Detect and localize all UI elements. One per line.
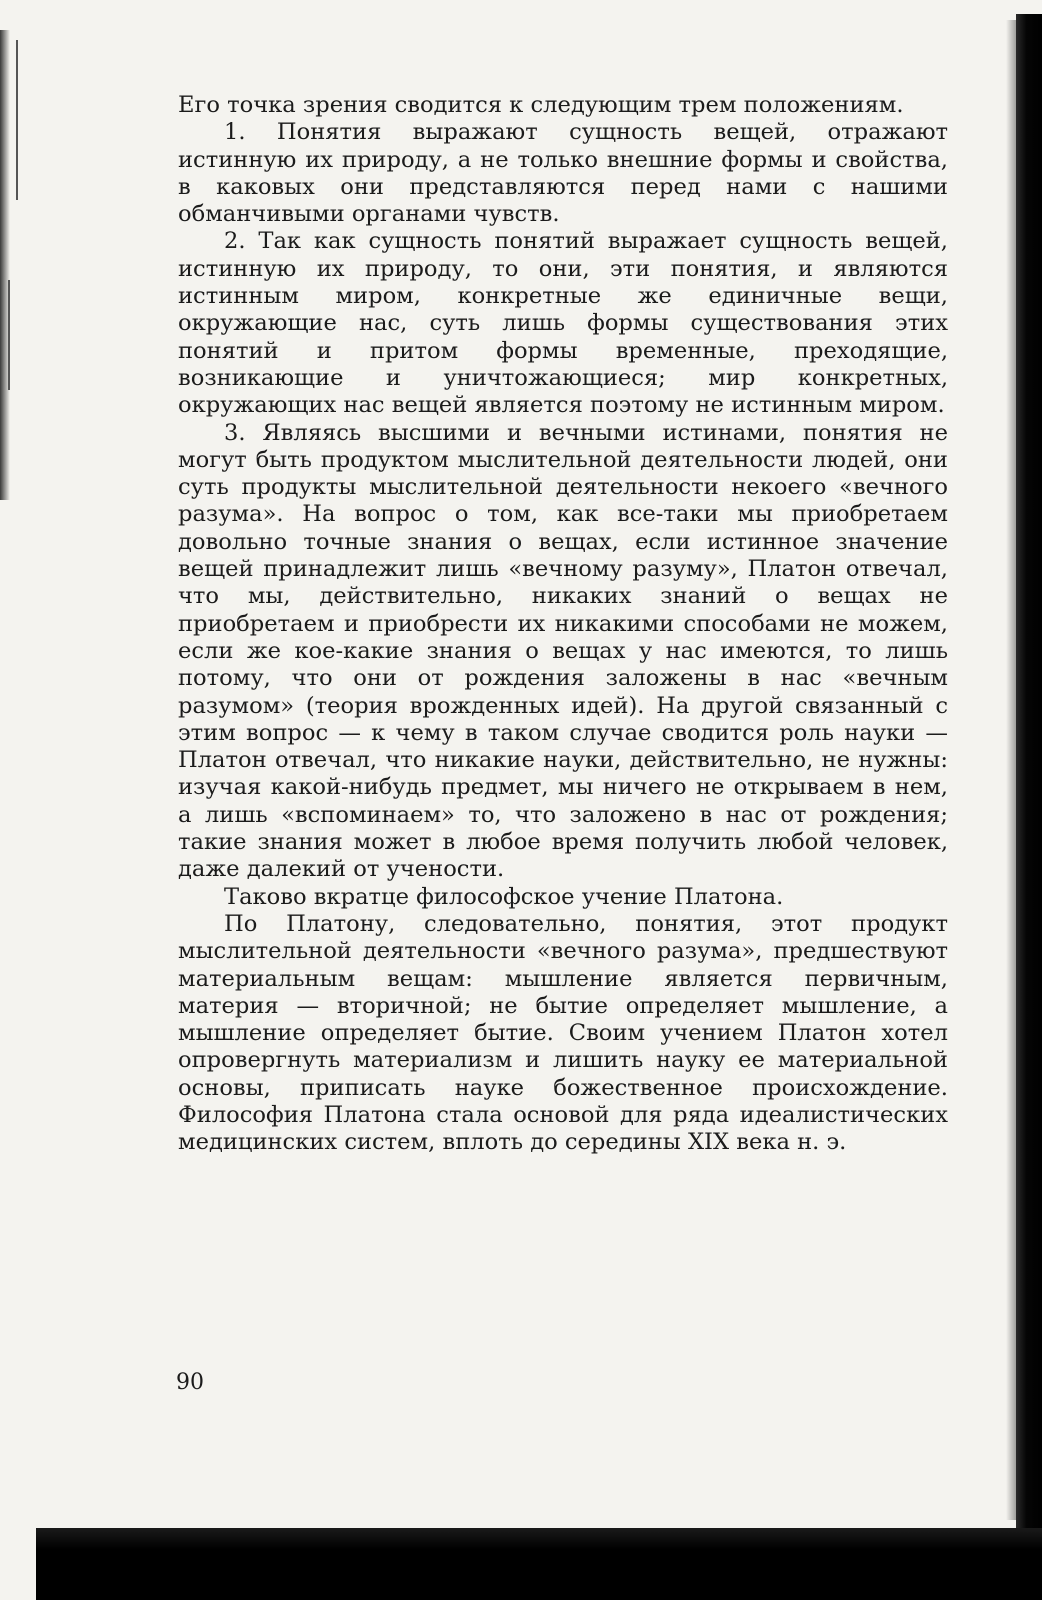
paragraph-summary: Таково вкратце философское учение Платона.: [224, 883, 784, 910]
scan-bottom-edge: [36, 1528, 1042, 1600]
paragraph-conclusion: По Платону, следовательно, понятия, этот продукт мыслительной деятельности «вечного разума», предшествуют материальным вещам: мышление является первичным, материя — вторичной; не бытие определяет мышление, а мышление определяет бытие. Своим учением Платон хотел опровергнуть материализм и лишить науку ее материальной основы, приписать науке божественное происхождение. Философия Платона стала основой для ряда идеалистических медицинских систем, вплоть до середины XIX века н. э.: [178, 910, 948, 1156]
paragraph-point-3: 3. Являясь высшими и вечными истинами, понятия не могут быть продуктом мыслительной деятельности людей, они суть продукты мыслительной деятельности некоего «вечного разума». На вопрос о том, как все-таки мы приобретаем довольно точные знания о вещах, если истинное значение вещей принадлежит лишь «вечному разуму», Платон отвечал, что мы, действительно, никаких знаний о вещах не приобретаем и приобрести их никакими способами не можем, если же кое-какие знания о вещах у нас имеются, то лишь потому, что они от рождения заложены в нас «вечным разумом» (теория врожденных идей). На другой связанный с этим вопрос — к чему в таком случае сводится роль науки — Платон отвечал, что никакие науки, действительно, не нужны: изучая какой-нибудь предмет, мы ничего не открываем в нем, а лишь «вспоминаем» то, что заложено в нас от рождения; такие знания может в любое время получить любой человек, даже далекий от учености.: [178, 419, 948, 883]
paragraph-intro: Его точка зрения сводится к следующим трем положениям.: [178, 92, 904, 118]
paragraph-point-2: 2. Так как сущность понятий выражает сущность вещей, истинную их природу, то они, эти понятия, и являются истинным миром, конкретные же единичные вещи, окружающие нас, суть лишь формы существования этих понятий и притом формы временные, преходящие, возникающие и уничтожающиеся; мир конкретных, окружающих нас вещей является поэтому не истинным миром.: [178, 228, 948, 419]
page-number: 90: [176, 1370, 204, 1395]
paragraph-point-1: 1. Понятия выражают сущность вещей, отражают истинную их природу, а не только внешние формы и свойства, в каковых они представляются перед нами с нашими обманчивыми органами чувств.: [178, 119, 948, 228]
scan-left-mark: [16, 40, 18, 200]
scan-left-edge: [0, 30, 10, 500]
scan-right-shadow: [1006, 20, 1016, 1520]
scan-left-mark: [8, 280, 10, 390]
page-body-text: [178, 92, 948, 1157]
scan-right-edge: [1016, 14, 1042, 1600]
